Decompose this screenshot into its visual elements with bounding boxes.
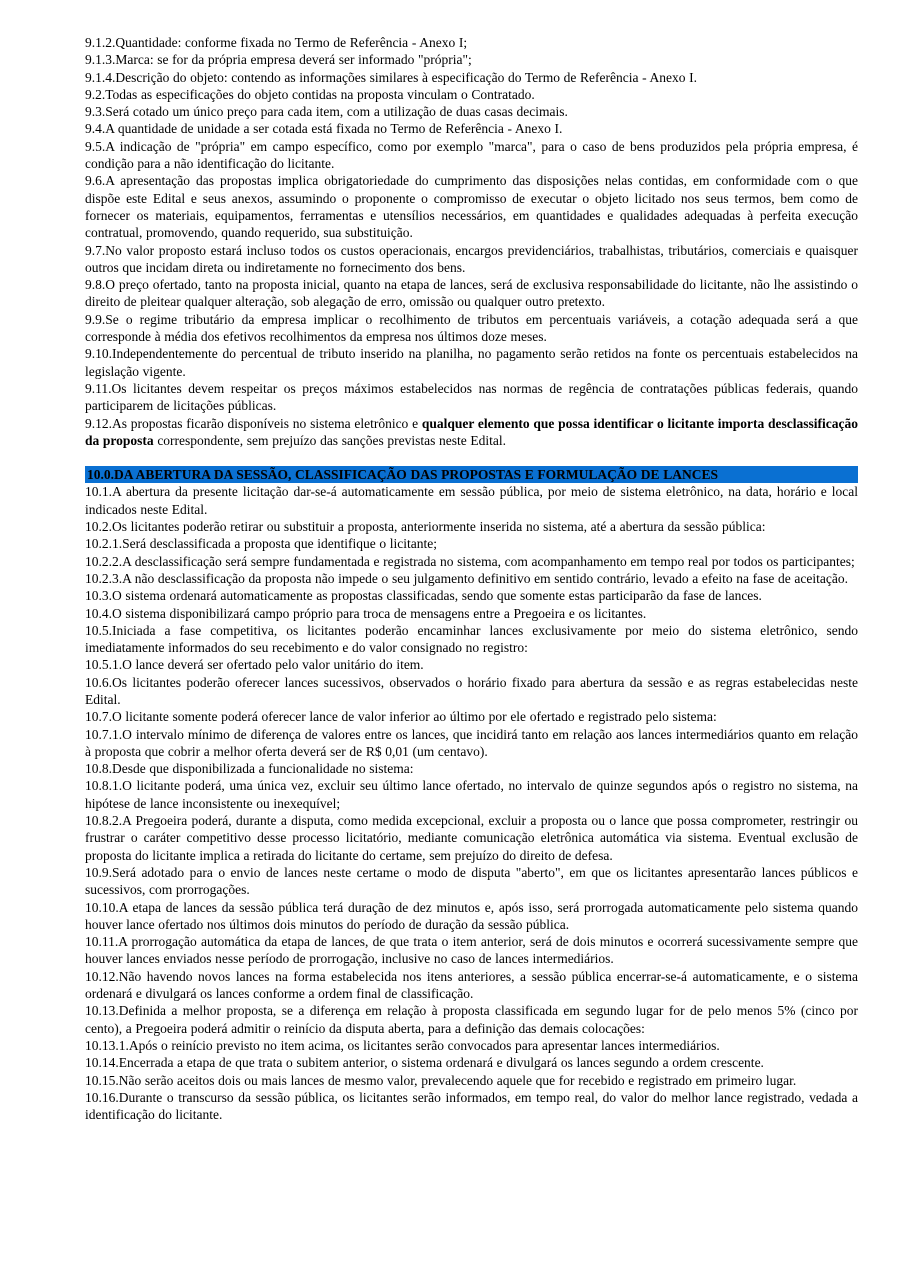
document-body [85, 34, 858, 1123]
paragraph-text: 10.13.Definida a melhor proposta, se a diferença em relação à proposta classificada em segundo lugar for de pelo menos 5% (cinco por cento), a Pregoeira poderá admitir o reinício da disputa aberta, para a definição das demais colocações: [85, 1003, 858, 1036]
paragraph-text: 9.5.A indicação de "própria" em campo específico, como por exemplo "marca", para o caso de bens produzidos pela própria empresa, é condição para a não identificação do licitante. [85, 138, 858, 172]
paragraph-text: 10.14.Encerrada a etapa de que trata o subitem anterior, o sistema ordenará e divulgará os lances segundo a ordem crescente. [85, 1055, 764, 1071]
paragraph [85, 708, 858, 725]
paragraph [85, 605, 858, 622]
paragraph [85, 172, 858, 241]
paragraph-text: 9.8.O preço ofertado, tanto na proposta inicial, quanto na etapa de lances, será de exclusiva responsabilidade do licitante, não lhe assistindo o direito de pleitear qualquer alteração, sob alegação de erro, omissão ou qualquer outro pretexto. [85, 277, 858, 310]
paragraph-text: 9.11.Os licitantes devem respeitar os preços máximos estabelecidos nas normas de regência de contratações públicas federais, quando participarem de licitações públicas. [85, 380, 858, 414]
paragraph-text: correspondente, sem prejuízo das sanções previstas neste Edital. [153, 432, 506, 448]
paragraph-text: 10.2.1.Será desclassificada a proposta que identifique o licitante; [85, 536, 438, 552]
paragraph [85, 587, 858, 604]
paragraph [85, 726, 858, 761]
paragraph-text: 10.2.3.A não desclassificação da proposta não impede o seu julgamento definitivo em sentido contrário, levado a efeito na fase de aceitação. [85, 570, 849, 586]
paragraph [85, 535, 858, 552]
paragraph [85, 242, 858, 277]
paragraph-text: 10.11.A prorrogação automática da etapa de lances, de que trata o item anterior, será de dois minutos e ocorrerá sucessivamente sempre que houver lances enviados nesse período de prorrogação, inclusive no caso de lances intermediários. [85, 934, 858, 967]
paragraph-text: 10.8.Desde que disponibilizada a funcionalidade no sistema: [85, 761, 414, 777]
paragraph [85, 656, 858, 673]
paragraph [85, 51, 858, 68]
paragraph [85, 777, 858, 812]
paragraph-text: 10.5.1.O lance deverá ser ofertado pelo valor unitário do item. [85, 657, 424, 673]
paragraph [85, 864, 858, 899]
paragraph-text: 10.9.Será adotado para o envio de lances neste certame o modo de disputa "aberto", em que os licitantes apresentarão lances públicos e sucessivos, com prorrogações. [85, 864, 858, 898]
paragraph [85, 553, 858, 570]
section-header [85, 466, 858, 483]
paragraph [85, 1002, 858, 1037]
paragraph [85, 34, 858, 51]
paragraph-text: 9.1.2.Quantidade: conforme fixada no Termo de Referência - Anexo I; [85, 35, 468, 50]
paragraph-text: 9.4.A quantidade de unidade a ser cotada está fixada no Termo de Referência - Anexo I. [85, 121, 563, 137]
paragraph [85, 69, 858, 86]
paragraph-text: 10.3.O sistema ordenará automaticamente as propostas classificadas, sendo que somente estas participarão da fase de lances. [85, 588, 762, 604]
paragraph-text: 10.12.Não havendo novos lances na forma estabelecida nos itens anteriores, a sessão pública encerrar-se-á automaticamente, e o sistema ordenará e divulgará os lances conforme a ordem final de classificação. [85, 968, 858, 1002]
paragraph-text: 10.10.A etapa de lances da sessão pública terá duração de dez minutos e, após isso, será prorrogada automaticamente pelo sistema quando houver lance ofertado nos últimos dois minutos do período de duração da sessão pública. [85, 899, 858, 932]
paragraph [85, 760, 858, 777]
paragraph-text: 9.12.As propostas ficarão disponíveis no sistema eletrônico e [85, 415, 422, 431]
paragraph-text: 9.7.No valor proposto estará incluso todos os custos operacionais, encargos previdenciários, trabalhistas, tributários, comerciais e quaisquer outros que incidam direta ou indiretamente no fornecimento dos bens. [85, 242, 858, 275]
paragraph-text: 10.8.1.O licitante poderá, uma única vez, excluir seu último lance ofertado, no intervalo de quinze segundos após o registro no sistema, na hipótese de lance inconsistente ou inexequível; [85, 778, 858, 811]
paragraph [85, 120, 858, 137]
paragraph-text: 9.6.A apresentação das propostas implica obrigatoriedade do cumprimento das disposições nelas contidas, em conformidade com o que dispõe este Edital e seus anexos, assumindo o proponente o compromisso de executar o objeto licitado nos seus termos, bem como de fornecer os materiais, equipamentos, ferramentas e utensílios necessários, em quantidades e qualidades adequadas à perfeita execução contratual, promovendo, quando requerido, sua substituição. [85, 173, 858, 241]
paragraph [85, 311, 858, 346]
paragraph [85, 1072, 858, 1089]
paragraph-text: 9.10.Independentemente do percentual de tributo inserido na planilha, no pagamento serão retidos na fonte os percentuais estabelecidos na legislação vigente. [85, 346, 858, 379]
paragraph [85, 1037, 858, 1054]
paragraph [85, 138, 858, 173]
paragraph [85, 483, 858, 518]
paragraph [85, 570, 858, 587]
paragraph-text: 9.1.4.Descrição do objeto: contendo as informações similares à especificação do Termo de Referência - Anexo I. [85, 69, 697, 85]
paragraph [85, 812, 858, 864]
bold-emphasis: qualquer elemento que possa identificar o licitante importa desclassificação da proposta [85, 415, 859, 448]
paragraph-text: 10.15.Não serão aceitos dois ou mais lances de mesmo valor, prevalecendo aquele que for recebido e registrado em primeiro lugar. [85, 1072, 797, 1088]
paragraph-text: 10.6.Os licitantes poderão oferecer lances sucessivos, observados o horário fixado para abertura da sessão e as regras estabelecidas neste Edital. [85, 674, 858, 707]
paragraph-text: 9.2.Todas as especificações do objeto contidas na proposta vinculam o Contratado. [85, 86, 535, 102]
paragraph [85, 899, 858, 934]
paragraph [85, 103, 858, 120]
paragraph [85, 86, 858, 103]
paragraph [85, 622, 858, 657]
paragraph [85, 933, 858, 968]
paragraph [85, 674, 858, 709]
paragraph-text: 10.5.Iniciada a fase competitiva, os licitantes poderão encaminhar lances exclusivamente por meio do sistema eletrônico, sendo imediatamente informados do seu recebimento e do valor consignado no registro: [85, 622, 858, 656]
paragraph-text: 10.13.1.Após o reinício previsto no item acima, os licitantes serão convocados para apresentar lances intermediários. [85, 1037, 720, 1053]
paragraph [85, 968, 858, 1003]
paragraph [85, 415, 858, 450]
paragraph-text: 10.2.2.A desclassificação será sempre fundamentada e registrada no sistema, com acompanhamento em tempo real por todos os participantes; [85, 553, 855, 569]
paragraph-text: 10.8.2.A Pregoeira poderá, durante a disputa, como medida excepcional, excluir a proposta ou o lance que possa comprometer, restringir ou frustrar o caráter competitivo desse processo licitatório, mediante comunicação eletrônica automática via sistema. Eventual exclusão de proposta do licitante implica a retirada do licitante do certame, sem prejuízo do direito de defesa. [85, 813, 858, 863]
paragraph-text: 9.3.Será cotado um único preço para cada item, com a utilização de duas casas decimais. [85, 104, 568, 120]
paragraph [85, 518, 858, 535]
section-header-text: 10.0.DA ABERTURA DA SESSÃO, CLASSIFICAÇÃO DAS PROPOSTAS E FORMULAÇÃO DE LANCES [87, 467, 718, 483]
paragraph-text: 10.2.Os licitantes poderão retirar ou substituir a proposta, anteriormente inserida no sistema, até a abertura da sessão pública: [85, 519, 766, 535]
paragraph [85, 345, 858, 380]
paragraph-text: 10.7.O licitante somente poderá oferecer lance de valor inferior ao último por ele ofertado e registrado pelo sistema: [85, 709, 717, 725]
paragraph [85, 276, 858, 311]
paragraph-text: 10.4.O sistema disponibilizará campo próprio para troca de mensagens entre a Pregoeira e os licitantes. [85, 605, 647, 621]
paragraph [85, 1054, 858, 1071]
paragraph-text: 10.7.1.O intervalo mínimo de diferença de valores entre os lances, que incidirá tanto em relação aos lances intermediários quanto em relação à proposta que cobrir a melhor oferta deverá ser de R$ 0,01 (um centavo). [85, 726, 858, 759]
paragraph-text: 10.1.A abertura da presente licitação dar-se-á automaticamente em sessão pública, por meio de sistema eletrônico, na data, horário e local indicados neste Edital. [85, 484, 858, 517]
paragraph [85, 1089, 858, 1124]
paragraph [85, 380, 858, 415]
paragraph-text: 10.16.Durante o transcurso da sessão pública, os licitantes serão informados, em tempo real, do valor do melhor lance registrado, vedada a identificação do licitante. [85, 1089, 858, 1123]
paragraph-text: 9.9.Se o regime tributário da empresa implicar o recolhimento de tributos em percentuais variáveis, a cotação adequada será a que corresponde à média dos efetivos recolhimentos da empresa nos últimos doze meses. [85, 311, 858, 345]
paragraph-text: 9.1.3.Marca: se for da própria empresa deverá ser informado "própria"; [85, 52, 472, 68]
